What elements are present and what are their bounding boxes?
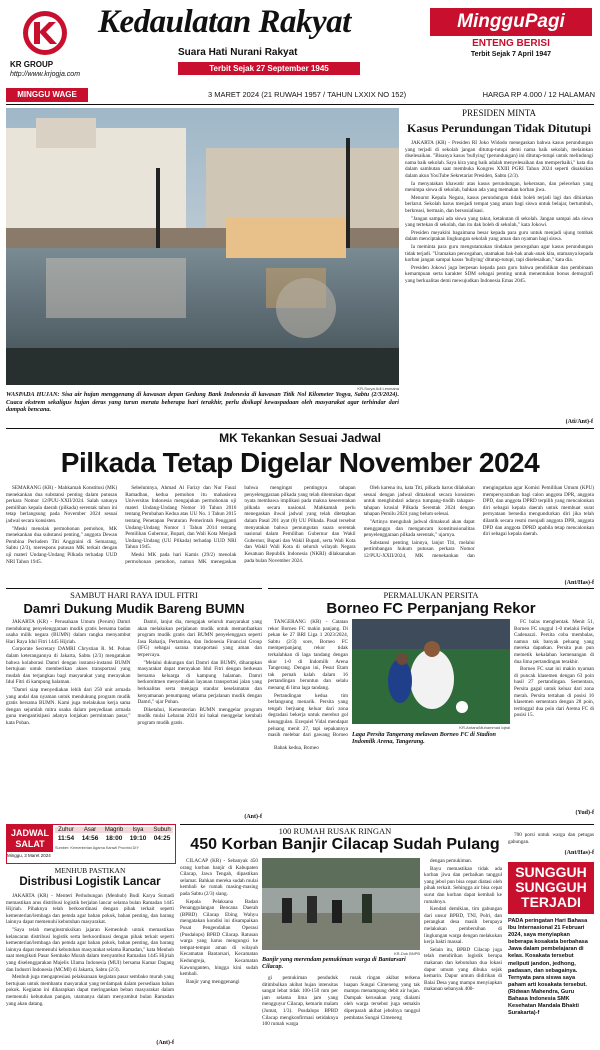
main-top-rule	[6, 428, 594, 429]
prayer-box	[6, 824, 176, 864]
issue-date: 3 MARET 2024 (21 RUWAH 1957 / TAHUN LXXIX NO 152)	[208, 90, 407, 99]
mudik-paragraph: Damri, lanjut dia, mengajak seluruh masyarakat yang akan melakukan perjalanan mudik untuk memanfaatkan program mudik gratis dari BUMN penyelenggara seperti Jasa Raharja, Pertamina, dan Indonesia Financial Group (IFG) sebagai sarana transportasi yang aman dan terpercaya.	[137, 619, 262, 658]
sidebar-text: PADA peringatan Hari Bahasa Ibu Internasional 21 Februari 2024, saya menyiapkan beberapa kosakata berbahasa Jawa dalam pembelajaran di kelas. Kosakata tersebut meliputi jandon, jedhong, padasan, dan sebagainya. Ternyata para siswa saya paham arti kosakata tersebut. (Ridwan Mahendra, Guru Bahasa Indonesia SMK Kesehatan Mandala Bhakti Surakarta)-f	[508, 918, 588, 1017]
borneo-signoff: (Yud)-f	[575, 810, 594, 816]
cilacap-top-rule	[180, 824, 594, 825]
borneo-body-right	[514, 619, 594, 809]
borneo-paragraph: Pertandingan kedua tim berlangsung menarik. Persita yang tengah berjuang keluar dari zona degradasi bekerja untuk merebut gol keunggulan. Ezequiel Vidal mendapat peluang menit 27, tapi sepakannya masih melebar dari gawang Borneo	[268, 692, 348, 739]
main-paragraph: Substansi penting lainnya, lanjut Titi, melalui pertimbangan hukum putusan perkara Nomor 12/PUU-XXII/2024, MK menekankan dan mengingatkan agar Komisi Pemilihan Umum (KPU) mempersyaratkan bagi calon anggota DPR, anggota DPD, dan anggota DPRD terpilih yang mencalonkan diri sebagai kepala daerah untuk membuat surat pernyataan bersedia mengundurkan diri jika telah dilantik secara resmi menjadi anggota DPR, anggota DPD dan anggota DPRD apabila tetap mencalonkan diri sebagai kepala daerah.	[363, 485, 594, 559]
prayer-name: Magrib	[104, 827, 124, 833]
president-kicker: PRESIDEN MINTA	[461, 108, 537, 118]
cilacap-paragraph: gi pemukiman penduduk ditimbulkan akibat hujan intensitas sangat lebat tidak 100-150 mm per jam selama lima jam yang mengguyur Cilacap, kemarin malam (Jumat, 1/3). Pusdalops BPBD Cilacap mengkonfirmasi setidaknya 100 rumah warga	[262, 975, 338, 1028]
president-paragraph: "Jangan sampai ada siswa yang takut, ketakutan di sekolah. Jangan sampai ada siswa yang tertekan di sekolah, dan itu dak boleh di sekolah," kata Jokowi.	[405, 215, 593, 229]
prayer-time: 19:10	[129, 835, 147, 842]
cilacap-paragraph: Kepala Pelaksana Badan Penanggulangan Bencana Daerah (BPBD) Cilacap Ebing Wahyu mengatakan kondisi ini disampaikan Pusat Pengendalian Operasi (Pusdalops) BPBD Cilacap. Ratusan warga yang harus mengungsi ke tempat-tempat aman di wilayah Kecamatan Bantarsari, Kecamatan Kedungreja, Kecamatan Kawunganten, hingga kini sudah kembali.	[180, 898, 258, 978]
logistik-body	[6, 893, 174, 1043]
cilacap-paragraph: 700 porsi untuk warga dan petugas gabungan.	[508, 832, 594, 845]
supplement-title: MingguPagi	[457, 11, 565, 32]
cilacap-paragraph: Bayu memastikan tidak ada korban jiwa dan perbaikan tanggul yang jebol pun bisa cepat diatasi oleh pihak terkait. Sehingga air bisa cepat surut dan korban dapat kembali ke rumahnya.	[424, 865, 502, 905]
cilacap-body-2	[262, 975, 338, 1041]
mudik-paragraph: Corporate Secretary DAMRI Chrystian R. M. Pohan dalam keterangannya di Jakarta, Sabtu (2/3) mengatakan bahwa kolaborasi Damri dengan instansi-instansi BUMN bertujuan untuk memberikan akses transportasi yang mudah dan terjangkau bagi masyarakat yang merayakan Idul Fitri di kampung halaman.	[6, 646, 131, 686]
borneo-kicker: PERMALUKAN PERSITA	[383, 590, 479, 600]
cilacap-caption: Banjir yang merendam pemukiman warga di Bantarsari Cilacap.	[262, 956, 406, 971]
borneo-paragraph: FC balas menghentak. Menit 51, Borneo FC unggul 1-0 melalui Felipe Cadenazzi. Persita coba membalas, namun tak banyak peluang yang mereka dapatkan. Persita pun pun memetik kekalahan kemenangan di dua lima pertandingan terakhir.	[514, 619, 594, 665]
sidebar-title-1: SUNGGUH	[515, 864, 587, 880]
main-paragraph: "Artinya mengubah jadwal dimaksud akan dapat mengganggu dan mengancam konstitusionalitas penyelenggaraan pilkada serentak," ujarnya.	[363, 518, 475, 539]
prayer-time: 11:54	[57, 835, 75, 842]
mudik-signoff: (Ant)-f	[244, 814, 262, 820]
cilacap-paragraph: dengan pemukiman.	[430, 858, 473, 864]
supplement-tagline: ENTENG BERISI	[472, 38, 550, 49]
top-photo-credit: KR-Surya Adi Lesmana	[357, 386, 399, 391]
mudik-paragraph: "Melalui dukungan dari Damri dan BUMN, diharapkan masyarakat dapat merayakan Idul Fitri dengan berkesan bersama keluarga di kampung halaman. Damri berkomitmen menyediakan layanan transportasi jalan yang berkualitas serta menjaga standar keselamatan dan kenyamanan penumpang selama perjalanan mudik dengan Damri," ujar Pohan.	[137, 659, 262, 706]
sidebar-title-2: SUNGGUH	[515, 879, 587, 895]
borneo-photo	[352, 619, 510, 724]
prayer-name: Isya	[132, 827, 144, 833]
cilacap-paragraph: rusak ringan akibat terkena luapan Sungai Cimeneng yang tak mampu menampung debit air hujan. Dampak kerusakan yang dialami oleh warga tersebut juga semakin diperparah akibat jebolnya tanggul pembatas Sungai Cimeneng	[344, 975, 420, 1021]
since-ribbon	[178, 62, 360, 75]
president-headline: Kasus Perundungan Tidak Ditutupi	[407, 121, 591, 135]
cilacap-signoff: (Ant/Has)-f	[564, 850, 594, 856]
logistik-headline: Distribusi Logistik Lancar	[19, 876, 161, 888]
mudik-kicker: SAMBUT HARI RAYA IDUL FITRI	[70, 590, 198, 600]
prayer-title-1: JADWAL	[11, 828, 49, 838]
cilacap-photo	[262, 858, 420, 950]
logistik-paragraph: JAKARTA (KR) - Menteri Perhubungan (Menhub) Budi Karya Sumadi memastikan arus distribusi logistik berjalan lancar selama bulan Ramadan 1445 Hijriah. Pihaknya telah berkoordinasi dengan pihak terkait seperti kementerian/lembaga dan pemda agar bahan pokok, bahan penting, dan barang lainnya dapat memenuhi kebutuhan masyarakat.	[6, 893, 174, 926]
logistik-signoff: (Ant)-f	[156, 1040, 174, 1046]
cilacap-paragraph: Selain itu, BPBD Cilacap juga telah mendirikan logistik berupa makanan dan kebutuhan dua lokasi dapur umum yang dibuka sejak kemarin. Dapur umum didirikan di Balai Desa yang mampu menyiapkan makanan sebanyak 400-	[424, 946, 502, 993]
masthead	[0, 0, 600, 118]
sidebar-box	[508, 862, 594, 1044]
logistik-kicker: MENHUB PASTIKAN	[54, 866, 126, 875]
since-text: Terbit Sejak 27 September 1945	[209, 64, 329, 73]
logistik-paragraph: Menhub juga mengapresiasi pelaksanaan kegiatan pasar sembako murah yang bertujuan untuk membantu masyarakat yang terdampak dalam persediaan bahan pokok. Kegiatan ini diharapkan dapat meringankan beban masyarakat dalam memenuhi kebutuhan pangan, utamanya dalam menyambut bulan Ramadan yang akan datang.	[6, 974, 174, 1007]
main-paragraph: Meski MK pada hari Kamis (29/2) menolak permohonan pemohon, namun MK menegaskan bahwa mengingat pentingnya tahapan penyelenggaraan pilkada yang telah ditentukan dapat nyata membawa implikasi pada makna keserentakan pilkada secara nasional. Mahkamah perlu menegaskan ihwal jadwal yang telah ditetapkan dalam Pasal 201 ayat (8) UU Pilkada. Pasal tersebut menyatakan bahwa pemungutan suara serentak nasional dalam Pemilihan Gubernur dan Wakil Gubernur, Bupati dan Wakil Bupati, serta Wali Kota dan Wakil Wali Kota di seluruh wilayah Negara Kesatuan Republik Indonesia (NKRI) dilaksanakan pada bulan November 2024.	[125, 485, 356, 565]
top-photo-caption: WASPADA HUJAN: Sisa air hujan menggenang di kawasan depan Gedung Bank Indonesia di kawasan Titik Nol Kilometer Yogya, Sabtu (2/3/2024). Cuaca ekstrem sekaligus hujan deras yang turun merata beberapa hari terakhir, perlu disikapi kewaspadaan oleh masyarakat agar terhindar dari dampak bencana.	[6, 391, 399, 414]
borneo-photo-credit: KR-Antara/Muhammad Iqbal	[459, 725, 510, 730]
prayer-title-box	[7, 825, 53, 852]
borneo-paragraph: Borneo FC saat ini makin nyaman di puncak klasemen dengan 63 poin hasil 27 pertandingan. Sementara, Persita gagal untuk keluar dari zona merah. Persita tertahan di posisi 16 klasemen sementara dengan 28 poin, tertinggal dua poin dari Arema FC di posisi 15.	[514, 666, 594, 719]
cilacap-paragraph: CILACAP (KR) - Sebanyak 450 orang korban banjir di Kabupaten Cilacap, Jawa Tengah, dipastikan selamat. Bahkan mereka sudah mulai kembali ke rumah masing-masing pada Sabtu (2/3) siang.	[180, 858, 258, 897]
president-paragraph: Presiden Jokowi juga berpesan kepada para guru bahwa pendidikan dan pembinaan kemampuan serta karakter SDM sebagai penting untuk menentukan bonus demografi yang berkualitas demi mewujudkan Indonesia Emas 2045.	[405, 264, 593, 284]
president-paragraph: Ia meminta para guru mengutamakan tindakan pencegahan agar kasus perundungan tidak terjadi. "Utamakan pencegahan, utamakan bak-hak anak-anak kita, utamanya kepada korban jangan sampai kasus 'bullying' ditutup-tutupi, tapi diselesaikan," kata dia.	[405, 243, 593, 264]
prayer-source: Sumber: Kementerian Agama Kanwil Provinsi DIY	[55, 846, 139, 850]
cilacap-headline: 450 Korban Banjir Cilacap Sudah Pulang	[190, 836, 500, 853]
borneo-body-bottom	[268, 745, 510, 815]
newspaper-tagline: Suara Hati Nurani Rakyat	[178, 47, 298, 58]
prayer-date: Minggu, 3 Maret 2024	[7, 853, 51, 858]
top-photo	[6, 108, 399, 385]
borneo-body-left	[268, 619, 348, 739]
president-paragraph: JAKARTA (KR) - Presiden RI Joko Widodo menegaskan bahwa kasus perundungan yang terjadi di sekolah jangan ditutup-tutupi demi nama baik sekolah, melainkan diselesaikan. "Bisanya kasus 'bullying' (perundungan) ini ditutup-tutupi untuk melindungi nama baik sekolah. Saya kira yang baik adalah menyelesaikan dan memperbaiki," kata dia dalam sambutan saat membuka Kongres XXIII PGRI Tahun 2024 seperti disaksikan dalam akun YouTube Sekretariat Presiden, Sabtu (2/3).	[405, 140, 593, 179]
newspaper-title: Kedaulatan Rakyat	[98, 4, 351, 40]
supplement-since: Terbit Sejak 7 April 1947	[470, 51, 552, 58]
borneo-headline: Borneo FC Perpanjang Rekor	[326, 600, 536, 617]
president-paragraph: Ia menyatakan khawatir atas kasus perundungan, kekerasan, dan pelecehan yang menimpa siswa di sekolah, bahkan ada yang memakan korban jiwa.	[405, 180, 593, 194]
main-paragraph: "Meski menolak permohonan pemohon, MK menekankan dua substansi penting," anggota Dewan Pembina Perludem Titi Anggraini di Semarang, Sabtu (2/3), merespons putusan MK terkait dengan uji materi Undang-Undang Pilkada terhadap UUD NRI Tahun 1945.	[6, 525, 118, 565]
cilacap-body-3	[344, 975, 420, 1041]
logistik-paragraph: "Saya telah menginstruksikan jajaran Kemenhub untuk memastikan kelancaran distribusi logistik serta berkoordinasi dengan pihak terkait seperti kementerian/lembaga dan pemda agar bahan pokok, bahan penting, dan barang lainnya dapat memenuhi kebutuhan masyarakat selama Ramadan," kata Menhub saat mengikuti Pasar Sembako Murah dalam menyambut Ramadan 1445 Hijriah yang diselenggarakan Majelis Ulama Indonesia (MUI) bersama Kamar Dagang dan Industri Indonesia (MCMI) di Jakarta, Sabtu (2/3).	[6, 926, 174, 973]
cilacap-kicker: 100 RUMAH RUSAK RINGAN	[278, 826, 392, 836]
prayer-title-2: SALAT	[15, 839, 45, 849]
sidebar-title-box	[508, 862, 594, 914]
issue-price: HARGA RP 4.000 / 12 HALAMAN	[482, 90, 595, 99]
cilacap-body-5	[508, 832, 594, 852]
president-signoff: (Ati/Ant)-f	[565, 419, 593, 425]
main-paragraph: SEMARANG (KR) - Mahkamah Konstitusi (MK) menekankan dua substansi penting dalam putusan perkara Nomor 12/PUU-XXII/2024. Salah satunya pemilihan kepala daerah (pilkada) serentak tahun ini tetap berlangsung pada November 2024 sesuai jadwal secara konsisten.	[6, 485, 118, 524]
president-paragraph: Menurut Kepala Negara, kasus perundungan tidak boleh terjadi lagi dan dibiarkan berlarut. Sekolah harus menjadi tempat yang aman bagi siswa untuk belajar, bertumbuh, berkreasi, bermain, dan bersosialisasi.	[405, 194, 593, 214]
cilacap-paragraph: Banjir yang menggenangi	[186, 978, 240, 985]
borneo-caption: Laga Persita Tangerang melawan Borneo FC di Stadion Indomilk Arena, Tangerang.	[352, 731, 496, 746]
edition-badge-text: MINGGU WAGE	[17, 90, 77, 99]
prayer-name: Subuh	[153, 827, 171, 833]
publisher-website[interactable]: http://www.krjogja.com	[10, 71, 81, 78]
prayer-time: 04:25	[153, 835, 171, 842]
mudik-paragraph: "Damri siap menyediakan lebih dari 250 unit armada yang andal dan nyaman untuk mendukung program mudik gratis bersama BUMN. Kami juga melakukan kerja sama dengan sejumlah mitra usaha dalam penyediaan armada guna mengantisipasi adanya lonjakan permintaan pasar," kata Pohan.	[6, 686, 131, 726]
cilacap-body-4	[424, 858, 502, 1040]
prayer-name: Asar	[83, 827, 97, 833]
mudik-top-rule	[6, 588, 262, 589]
prayer-table	[55, 827, 173, 850]
supplement-box	[430, 8, 592, 36]
mudik-paragraph: JAKARTA (KR) - Perusahaan Umum (Perum) Damri mendukung penyelenggaraan mudik gratis bersama badan usaha milik negara (BUMN) dalam rangka menyambut Hari Raya Idul Fitri 1445 Hijriah.	[6, 619, 131, 645]
mudik-body	[6, 619, 262, 815]
sidebar-title-3: TERJADI	[521, 894, 581, 910]
cilacap-paragraph: Kendati demikian, tim gabungan dari unsur BPBD, TNI, Polri, dan perangkat desa masih berupaya melakukan pembersihan di lingkungan warga dengan melakukan kerja bakti massal.	[424, 906, 502, 946]
main-body	[6, 485, 594, 581]
edition-badge	[6, 88, 88, 102]
main-signoff: (Ant/Has)-f	[564, 580, 594, 586]
mudik-paragraph: Diketahui, Kementerian BUMN menggelar program mudik mulai Lebaran 2024 ini bakal menggelar kembali program mudik gratis.	[137, 706, 262, 726]
masthead-rule	[6, 104, 594, 105]
prayer-name: Zuhur	[58, 827, 74, 833]
borneo-paragraph: Babak kedua, Borneo	[274, 745, 319, 751]
main-kicker: MK Tekankan Sesuai Jadwal	[219, 431, 381, 445]
president-paragraph: Presiden meyakini bagaimana besar kepada para guru untuk menjadi ujung tombak dalam menciptakan lingkungan sekolah yang aman dan nyaman bagi siswa.	[405, 229, 593, 243]
borneo-paragraph: TANGERANG (KR) - Catatan rekor Borneo FC makin panjang. Di pekan ke 27 BRI Liga 1 2023/2024, Sabtu (2/3) sore, Borneo FC memperpanjang rekor tidak terkalahkan di laga tandang dengan skor 1-0 di Indomilk Arena Tangerang. Dengan ini, Pesut Etam tak pernah kalah dalam 16 pertandingan beruntun dan selalu menang di lima laga tandang.	[268, 619, 348, 691]
president-body	[405, 140, 593, 422]
main-paragraph: Oleh karena itu, kata Titi, pilkada harus dilakukan sesuai dengan jadwal dimaksud secara konsisten untuk menghindari adanya tumpang-tindih tahapan-tahapan krusial Pilkada Serentak 2024 dengan tahapan Pemilu 2024 yang belum selesai.	[363, 485, 475, 518]
borneo-top-rule	[268, 588, 594, 589]
prayer-time: 18:00	[105, 835, 123, 842]
mudik-headline: Damri Dukung Mudik Bareng BUMN	[23, 601, 245, 616]
cilacap-photo-credit: KR-Dok BNPB	[393, 951, 420, 956]
publisher-name: KR GROUP	[10, 60, 54, 69]
cilacap-body-1	[180, 858, 258, 1040]
main-headline: Pilkada Tetap Digelar November 2024	[60, 447, 540, 478]
kr-group-logo	[20, 10, 70, 56]
prayer-time: 14:56	[81, 835, 99, 842]
main-paragraph: Sebelumnya, Ahmad Al Farizy dan Nur Fauzi Ramadhan, kedua pemohon itu mahasiswa Universitas Indonesia mengajukan permohonan uji materi Undang-Undang Nomor 10 Tahun 2016 tentang Perubahan Kedua atas UU No. 1 Tahun 2015 tentang Penetapan Peraturan Pemerintah Pengganti Undang-Undang Nomor 1 Tahun 2014 tentang Pemilihan Gubernur, Bupati, dan Wali Kota Menjadi Undang-Undang (UU Pilkada) terhadap UUD NRI Tahun 1945.	[125, 485, 237, 551]
